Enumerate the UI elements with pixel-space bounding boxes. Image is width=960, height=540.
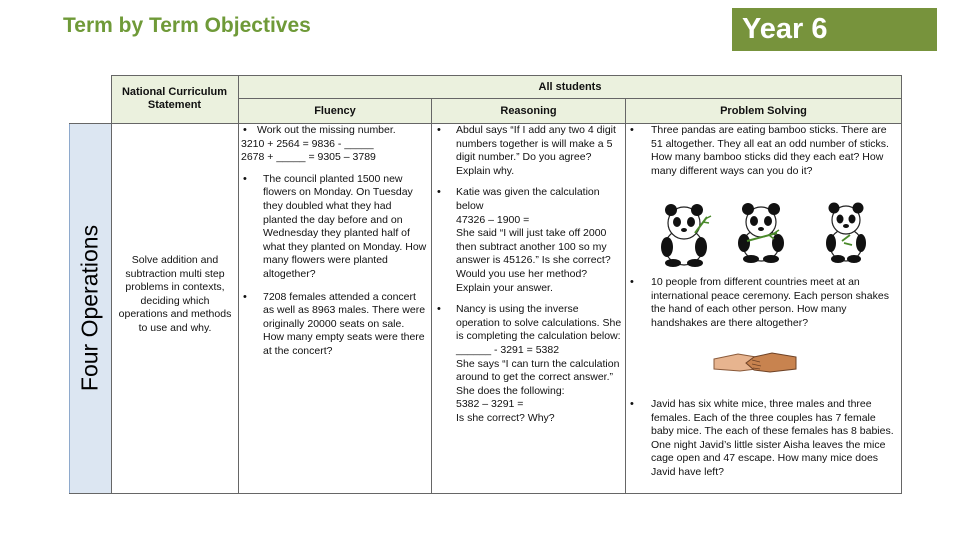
problem-q1-text: • Three pandas are eating bamboo sticks. There are 51 altogether. They all eat an odd number of sticks. How many bamboo sticks did they each eat? How many different ways can you do it? [628,124,898,178]
reasoning-cell [435,124,622,425]
reasoning-q3-says: She says “I can turn the calculation around to get the correct answer.” [456,357,620,384]
fluency-q1-line1: 3210 + 2564 = 9836 - _____ [241,137,374,150]
reasoning-q1: • Abdul says “If I add any two 4 digit numbers together is will make a 5 digit number.” Do you agree? Explain why. [435,124,622,178]
header-fluency: Fluency [314,105,356,117]
header-problem-solving: Problem Solving [720,105,807,117]
reasoning-q3-does: She does the following: [456,384,565,397]
handshake-icon [712,345,798,379]
panda-icon [733,203,789,263]
panda-icon [655,203,713,267]
grid-line [901,75,902,494]
header-all-students: All students [538,81,602,93]
grid-line [238,98,902,99]
problem-q2-text: • 10 people from different countries meet at an international peace ceremony. Each person shakes the hand of each other person. How many handshakes are there altogether? [628,276,898,330]
reasoning-q3-calc: ______ - 3291 = 5382 [456,343,560,356]
fluency-q1: • Work out the missing number. [241,124,428,138]
side-label: Four Operations [76,224,103,392]
grid-line [431,98,432,494]
problem-q3-text: • Javid has six white mice, three males and three females. Each of the three couples has 7 female baby mice. The each of these females has 8 babies. One night Javid’s little sister Aisha leaves the mice cage open and 47 escape. How many mice does Javid have left? [628,398,898,480]
problem-q1 [628,124,898,178]
fluency-cell [241,124,428,359]
problem-q2 [628,276,898,330]
fluency-q3: • 7208 females attended a concert as well as 8963 males. There were originally 20000 seats on sale. How many empty seats were there at the concert? [241,291,428,359]
reasoning-q2-text: She said “I will just take off 2000 then subtract another 100 so my answer is 45126.” Is she correct? Would you use her method? Explain your answer. [456,227,611,294]
year-badge: Year 6 [732,8,937,51]
header-national-curriculum: National Curriculum Statement [121,86,228,111]
header-reasoning: Reasoning [500,105,557,117]
grid-line [111,75,112,494]
reasoning-q3-intro: • Nancy is using the inverse operation to solve calculations. She is completing the calculation below: [435,303,622,344]
grid-line [238,75,239,494]
problem-q3 [628,398,898,480]
reasoning-q3-question: Is she correct? Why? [456,411,555,424]
fluency-q1-line2: 2678 + _____ = 9305 – 3789 [241,151,376,164]
fluency-q2: • The council planted 1500 new flowers on Monday. On Tuesday they doubled what they had planted the day before and on Wednesday they planted half of what they planted on Monday. How many flowers were planted altogether? [241,173,428,282]
reasoning-q2-calc: 47326 – 1900 = [456,213,530,226]
grid-line [69,493,902,494]
curriculum-statement: Solve addition and subtraction multi step problems in contexts, deciding which operations and methods to use and why. [118,254,232,334]
reasoning-q3-calc2: 5382 – 3291 = [456,398,524,411]
grid-line [111,75,902,76]
reasoning-q2-intro: • Katie was given the calculation below [435,186,622,213]
page-title: Term by Term Objectives [63,14,311,37]
grid-line [625,98,626,494]
panda-icon [822,201,870,263]
